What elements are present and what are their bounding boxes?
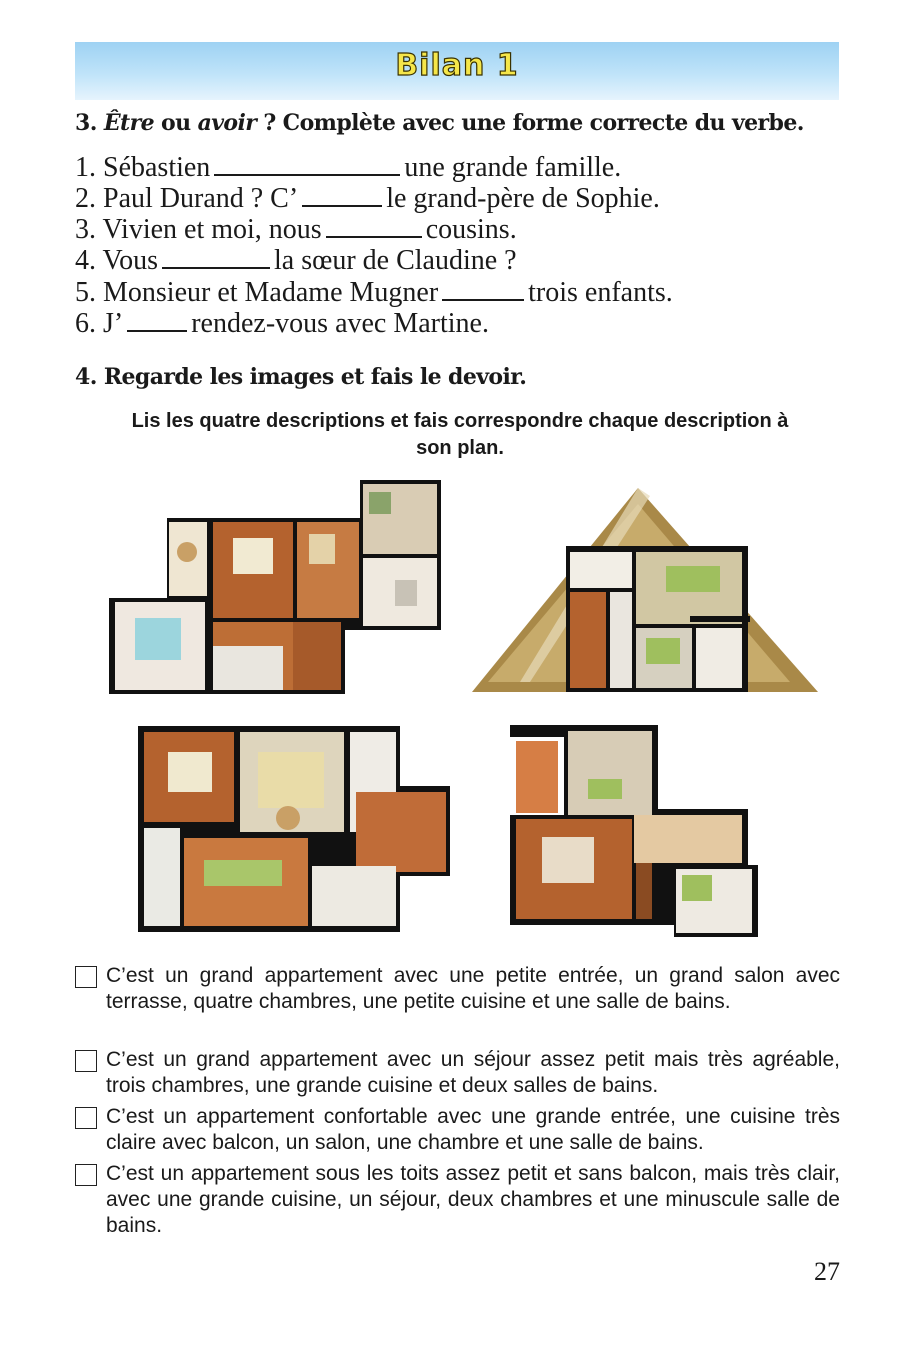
instruction-text: ? Complète avec une forme correcte du verbe. xyxy=(263,110,804,136)
floor-plan-1 xyxy=(105,480,445,698)
line-start: 5. Monsieur et Madame Mugner xyxy=(75,277,439,308)
answer-blank[interactable] xyxy=(302,183,382,207)
word-ou: ou xyxy=(161,110,191,136)
floor-plan-2 xyxy=(470,486,820,696)
page-title: Bilan 1 xyxy=(395,48,519,83)
line-end: rendez-vous avec Martine. xyxy=(191,308,489,339)
exercise-4-heading: 4. Regarde les images et fais le devoir. xyxy=(75,364,527,390)
exercise-line xyxy=(75,214,517,246)
exercise-line xyxy=(75,152,621,184)
description-option-4 xyxy=(75,1161,840,1239)
checkbox[interactable] xyxy=(75,1107,97,1129)
line-end: cousins. xyxy=(425,214,517,245)
description-option-2 xyxy=(75,1047,840,1099)
exercise-3-heading xyxy=(75,110,804,136)
line-start: 2. Paul Durand ? C’ xyxy=(75,183,299,214)
page-number: 27 xyxy=(814,1257,840,1286)
answer-blank[interactable] xyxy=(127,308,187,332)
option-text: C’est un appartement confortable avec une grande entrée, une cuisine très claire avec balcon, un salon, une chambre et une salle de bains. xyxy=(106,1105,840,1154)
floor-plan-4 xyxy=(508,725,758,939)
line-start: 6. J’ xyxy=(75,308,124,339)
title-banner xyxy=(75,42,839,100)
answer-blank[interactable] xyxy=(162,245,270,269)
line-end: le grand-père de Sophie. xyxy=(386,183,660,214)
option-text: C’est un grand appartement avec un séjour assez petit mais très agréable, trois chambres, une grande cuisine et deux salles de bains. xyxy=(106,1048,840,1097)
answer-blank[interactable] xyxy=(214,152,400,176)
exercise-line xyxy=(75,245,517,277)
line-end: la sœur de Claudine ? xyxy=(274,245,517,276)
option-text: C’est un appartement sous les toits assez petit et sans balcon, mais très clair, avec une grande cuisine, un séjour, deux chambres et une minuscule salle de bains. xyxy=(106,1162,840,1237)
checkbox[interactable] xyxy=(75,1050,97,1072)
line-start: 3. Vivien et moi, nous xyxy=(75,214,322,245)
checkbox[interactable] xyxy=(75,1164,97,1186)
description-option-1 xyxy=(75,963,840,1015)
exercise-number: 3. xyxy=(75,110,97,136)
answer-blank[interactable] xyxy=(442,277,524,301)
line-start: 1. Sébastien xyxy=(75,152,211,183)
verb-etre: Être xyxy=(103,110,154,136)
option-text: C’est un grand appartement avec une petite entrée, un grand salon avec terrasse, quatre chambres, une petite cuisine et une salle de bains. xyxy=(106,964,840,1013)
exercise-4-instruction: Lis les quatre descriptions et fais correspondre chaque description à son plan. xyxy=(131,410,789,459)
answer-blank[interactable] xyxy=(326,214,422,238)
exercise-line xyxy=(75,277,673,309)
line-end: trois enfants. xyxy=(528,277,673,308)
exercise-line xyxy=(75,308,489,340)
floor-plan-3 xyxy=(138,726,454,934)
exercise-line xyxy=(75,183,660,215)
line-start: 4. Vous xyxy=(75,245,159,276)
verb-avoir: avoir xyxy=(197,110,257,136)
description-option-3 xyxy=(75,1104,840,1156)
line-end: une grande famille. xyxy=(404,152,622,183)
checkbox[interactable] xyxy=(75,966,97,988)
